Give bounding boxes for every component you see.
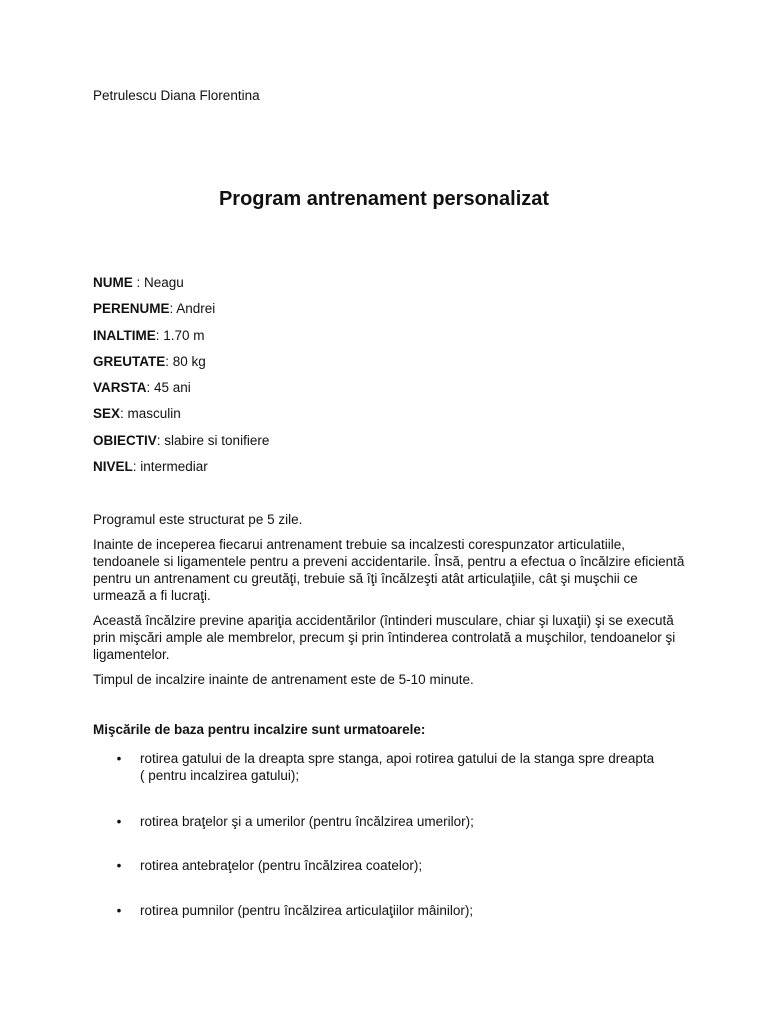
list-item-text: rotirea pumnilor (pentru încălzirea articulaţiilor mâinilor); bbox=[140, 903, 474, 918]
field-label: SEX bbox=[93, 406, 121, 422]
list-item bbox=[116, 857, 660, 874]
document-title: Program antrenament personalizat bbox=[218, 188, 550, 210]
field-separator: : bbox=[169, 301, 177, 317]
field-value: Neagu bbox=[144, 275, 184, 290]
field-nume bbox=[93, 274, 269, 300]
field-perenume bbox=[93, 300, 269, 326]
field-label: OBIECTIV bbox=[93, 432, 157, 448]
field-value: 1.70 m bbox=[163, 327, 205, 343]
list-item-text: rotirea braţelor şi a umerilor (pentru încălzirea umerilor); bbox=[140, 814, 474, 829]
field-separator: : bbox=[155, 327, 164, 343]
list-item bbox=[116, 902, 660, 919]
field-inaltime bbox=[93, 327, 269, 353]
field-separator: : bbox=[120, 406, 128, 422]
paragraph-warmup-benefits: Această încălzire previne apariţia accidentărilor (întinderi musculare, chiar şi luxaţii) şi se execută prin mişcări ample ale membrelor, precum şi prin întinderea controlată a muşchilor, tendoanelor şi ligamentelor. bbox=[93, 613, 676, 662]
field-obiectiv bbox=[93, 432, 269, 458]
profile-fields bbox=[93, 274, 269, 484]
field-separator: : bbox=[146, 380, 155, 396]
paragraph-warmup-time: Timpul de incalzire inainte de antrenament este de 5-10 minute. bbox=[93, 672, 474, 687]
field-separator: : bbox=[156, 432, 165, 448]
field-label: INALTIME bbox=[93, 327, 156, 343]
field-separator: : bbox=[132, 275, 145, 290]
field-value: 80 kg bbox=[172, 353, 206, 369]
field-label: NIVEL bbox=[93, 459, 133, 475]
field-greutate bbox=[93, 353, 269, 379]
field-label: NUME bbox=[93, 275, 133, 290]
list-item bbox=[116, 750, 660, 784]
section-heading: Mişcările de baza pentru incalzire sunt urmatoarele: bbox=[93, 722, 426, 737]
field-label: GREUTATE bbox=[93, 353, 166, 369]
bullet-marker: • bbox=[116, 903, 122, 918]
field-separator: : bbox=[165, 353, 173, 369]
bullet-marker: • bbox=[116, 814, 122, 829]
field-value: 45 ani bbox=[154, 380, 191, 396]
field-sex bbox=[93, 405, 269, 431]
bullet-marker: • bbox=[116, 858, 122, 873]
paragraph-structure: Programul este structurat pe 5 zile. bbox=[93, 512, 303, 527]
field-label: PERENUME bbox=[93, 301, 170, 317]
field-separator: : bbox=[132, 459, 141, 475]
bullet-marker: • bbox=[116, 751, 122, 766]
field-varsta bbox=[93, 379, 269, 405]
paragraph-warmup-intro: Inainte de inceperea fiecarui antrenament trebuie sa incalzesti corespunzator articulatiile, tendoanele si ligamentele pentru a preveni accidentarile. Însă, pentru a efectua o încălzire eficientă pentru un antrenament cu greutăţi, trebuie să îţi încălzeşti atât articulaţiile, cât şi muşchii ce urmează a fi lucraţi. bbox=[93, 537, 685, 603]
field-value: masculin bbox=[127, 406, 181, 422]
field-value: Andrei bbox=[176, 301, 216, 317]
field-nivel bbox=[93, 458, 269, 484]
list-item-text: rotirea gatului de la dreapta spre stanga, apoi rotirea gatului de la stanga spre dreapta ( pentru incalzirea gatului); bbox=[140, 751, 655, 783]
list-item bbox=[116, 813, 660, 830]
field-value: intermediar bbox=[140, 459, 208, 475]
field-label: VARSTA bbox=[93, 380, 147, 396]
field-value: slabire si tonifiere bbox=[164, 432, 270, 448]
author-name: Petrulescu Diana Florentina bbox=[93, 88, 260, 103]
list-item-text: rotirea antebraţelor (pentru încălzirea coatelor); bbox=[140, 858, 423, 873]
